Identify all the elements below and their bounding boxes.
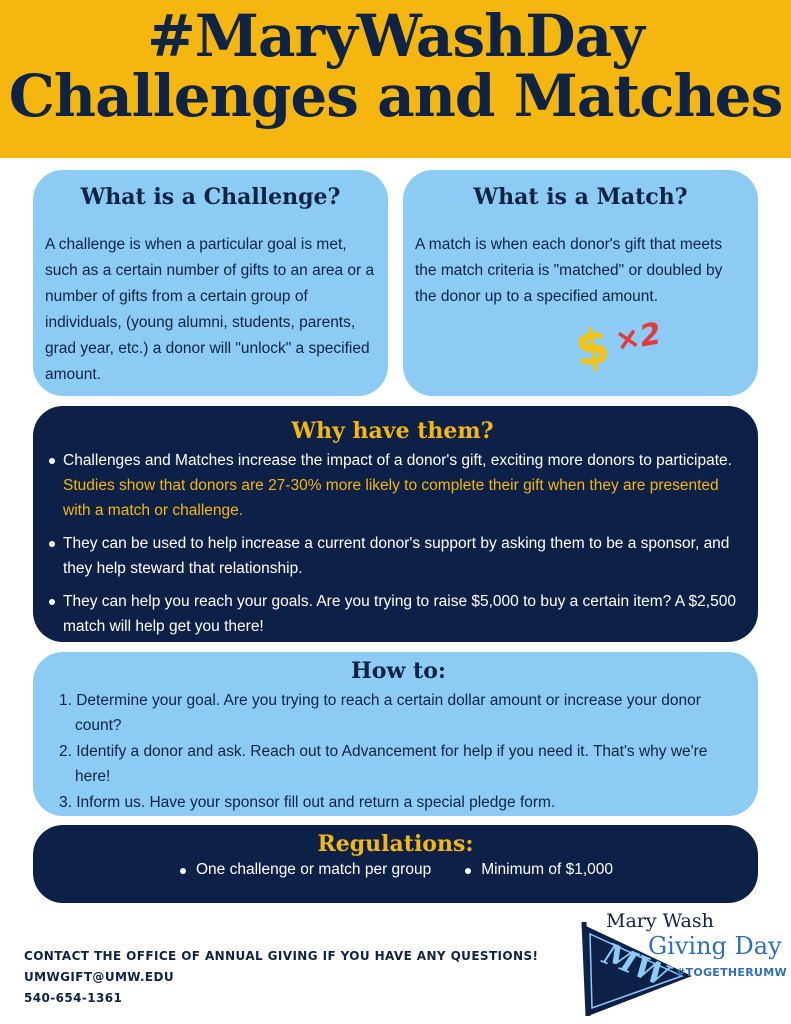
times-two-graphic: ×2	[612, 316, 664, 359]
howto-step-2: 2. Identify a donor and ask. Reach out to Advancement for help if you need it. That's why we're here!	[59, 743, 708, 785]
match-heading: What is a Match?	[473, 184, 688, 210]
title-line-2: Challenges and Matches	[8, 62, 783, 131]
why-bullet-1-highlight: Studies show that donors are 27-30% more likely to complete their gift when they are presented with a match or challenge.	[63, 477, 719, 519]
why-bullet-1	[47, 448, 738, 523]
page-title	[0, 0, 791, 131]
regulations-card	[33, 825, 758, 903]
howto-heading: How to:	[350, 658, 446, 684]
howto-step-3: 3. Inform us. Have your sponsor fill out and return a special pledge form.	[59, 794, 556, 811]
why-bullet-2: They can be used to help increase a current donor's support by asking them to be a sponsor, and they help steward that relationship.	[47, 531, 738, 581]
why-card	[33, 406, 758, 642]
why-bullet-list	[47, 448, 738, 639]
dollar-sign-graphic: $	[572, 317, 614, 379]
logo-line-2: Giving Day	[648, 932, 782, 960]
contact-message: CONTACT THE OFFICE OF ANNUAL GIVING IF YOU HAVE ANY QUESTIONS!	[24, 949, 539, 963]
pennant-monogram: MW	[597, 936, 674, 995]
logo-line-1: Mary Wash	[606, 910, 714, 932]
howto-step-list	[59, 688, 738, 815]
contact-phone: 540-654-1361	[24, 991, 123, 1005]
logo-hashtag: #TOGETHERUMW	[676, 966, 787, 979]
regulations-heading: Regulations:	[317, 831, 474, 857]
match-description: A match is when each donor's gift that meets the match criteria is "matched" or doubled by the donor up to a specified amount.	[415, 236, 723, 305]
regulation-item-1: One challenge or match per group	[178, 861, 431, 879]
title-banner	[0, 0, 791, 158]
contact-block	[24, 946, 538, 1009]
regulations-list	[47, 861, 744, 879]
why-heading: Why have them?	[291, 418, 494, 444]
challenge-heading: What is a Challenge?	[80, 184, 341, 210]
regulation-item-2: Minimum of $1,000	[463, 861, 613, 879]
howto-step-1: 1. Determine your goal. Are you trying to reach a certain dollar amount or increase your donor count?	[59, 692, 701, 734]
contact-email-link[interactable]: UMWGIFT@UMW.EDU	[24, 970, 175, 984]
why-bullet-1-text: Challenges and Matches increase the impact of a donor's gift, exciting more donors to participate.	[63, 452, 732, 469]
howto-card	[33, 652, 758, 816]
why-bullet-3: They can help you reach your goals. Are you trying to raise $5,000 to buy a certain item? A $2,500 match will help get you there!	[47, 589, 738, 639]
match-card	[403, 170, 758, 396]
giving-day-logo	[574, 906, 791, 1018]
title-line-1: #MaryWashDay	[147, 2, 644, 70]
challenge-description: A challenge is when a particular goal is met, such as a certain number of gifts to an area or a number of gifts from a certain group of individuals, (young alumni, students, parents, grad year, etc.) a donor will "unlock" a specified amount.	[45, 236, 375, 383]
challenge-card	[33, 170, 388, 396]
